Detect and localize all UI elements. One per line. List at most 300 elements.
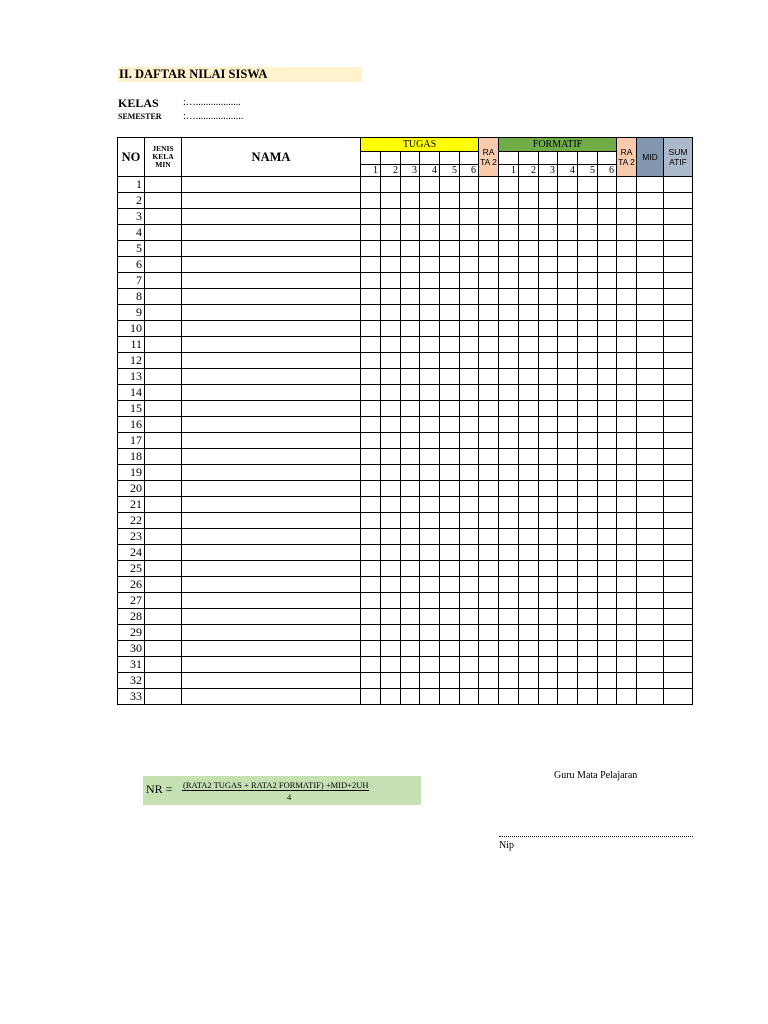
jenis-kelamin-cell[interactable] (145, 625, 182, 641)
formatif-cell[interactable] (539, 353, 558, 369)
tugas-cell[interactable] (420, 561, 440, 577)
formatif-cell[interactable] (539, 545, 558, 561)
tugas-cell[interactable] (460, 545, 479, 561)
mid-cell[interactable] (637, 321, 664, 337)
nama-cell[interactable] (182, 545, 361, 561)
rata-tugas-cell[interactable] (479, 529, 499, 545)
tugas-cell[interactable] (381, 273, 401, 289)
tugas-cell[interactable] (361, 593, 381, 609)
tugas-cell[interactable] (381, 481, 401, 497)
tugas-cell[interactable] (460, 689, 479, 705)
tugas-cell[interactable] (420, 289, 440, 305)
tugas-cell[interactable] (361, 369, 381, 385)
tugas-cell[interactable] (401, 193, 420, 209)
formatif-cell[interactable] (598, 609, 617, 625)
formatif-cell[interactable] (578, 353, 598, 369)
formatif-cell[interactable] (519, 305, 539, 321)
formatif-cell[interactable] (539, 417, 558, 433)
nama-cell[interactable] (182, 289, 361, 305)
tugas-cell[interactable] (361, 305, 381, 321)
tugas-cell[interactable] (420, 513, 440, 529)
rata-tugas-cell[interactable] (479, 657, 499, 673)
sumatif-cell[interactable] (664, 529, 693, 545)
formatif-cell[interactable] (519, 609, 539, 625)
formatif-cell[interactable] (578, 321, 598, 337)
formatif-cell[interactable] (578, 673, 598, 689)
tugas-cell[interactable] (440, 481, 460, 497)
nama-cell[interactable] (182, 689, 361, 705)
tugas-cell[interactable] (381, 305, 401, 321)
tugas-cell[interactable] (420, 353, 440, 369)
formatif-cell[interactable] (598, 385, 617, 401)
tugas-cell[interactable] (440, 577, 460, 593)
tugas-cell[interactable] (401, 673, 420, 689)
formatif-cell[interactable] (598, 577, 617, 593)
formatif-cell[interactable] (499, 289, 519, 305)
formatif-cell[interactable] (558, 545, 578, 561)
mid-cell[interactable] (637, 241, 664, 257)
tugas-cell[interactable] (420, 465, 440, 481)
tugas-cell[interactable] (460, 305, 479, 321)
tugas-cell[interactable] (401, 337, 420, 353)
formatif-cell[interactable] (558, 513, 578, 529)
mid-cell[interactable] (637, 305, 664, 321)
formatif-cell[interactable] (519, 529, 539, 545)
formatif-cell[interactable] (558, 529, 578, 545)
formatif-cell[interactable] (519, 337, 539, 353)
rata-tugas-cell[interactable] (479, 625, 499, 641)
tugas-cell[interactable] (361, 337, 381, 353)
formatif-cell[interactable] (519, 193, 539, 209)
rata-formatif-cell[interactable] (617, 497, 637, 513)
nama-cell[interactable] (182, 609, 361, 625)
tugas-cell[interactable] (420, 273, 440, 289)
formatif-cell[interactable] (598, 369, 617, 385)
formatif-cell[interactable] (539, 289, 558, 305)
sumatif-cell[interactable] (664, 449, 693, 465)
formatif-cell[interactable] (578, 529, 598, 545)
formatif-cell[interactable] (519, 321, 539, 337)
rata-formatif-cell[interactable] (617, 481, 637, 497)
formatif-cell[interactable] (558, 337, 578, 353)
tugas-cell[interactable] (381, 497, 401, 513)
sumatif-cell[interactable] (664, 577, 693, 593)
nama-cell[interactable] (182, 481, 361, 497)
rata-formatif-cell[interactable] (617, 305, 637, 321)
formatif-cell[interactable] (519, 433, 539, 449)
tugas-cell[interactable] (401, 321, 420, 337)
nama-cell[interactable] (182, 225, 361, 241)
formatif-cell[interactable] (598, 529, 617, 545)
formatif-cell[interactable] (499, 497, 519, 513)
tugas-cell[interactable] (460, 289, 479, 305)
sumatif-cell[interactable] (664, 353, 693, 369)
jenis-kelamin-cell[interactable] (145, 209, 182, 225)
formatif-cell[interactable] (598, 241, 617, 257)
formatif-cell[interactable] (558, 209, 578, 225)
tugas-cell[interactable] (420, 641, 440, 657)
formatif-cell[interactable] (539, 337, 558, 353)
formatif-cell[interactable] (539, 241, 558, 257)
jenis-kelamin-cell[interactable] (145, 401, 182, 417)
sumatif-cell[interactable] (664, 225, 693, 241)
formatif-cell[interactable] (558, 465, 578, 481)
formatif-cell[interactable] (578, 689, 598, 705)
formatif-cell[interactable] (519, 257, 539, 273)
mid-cell[interactable] (637, 417, 664, 433)
tugas-cell[interactable] (460, 193, 479, 209)
tugas-cell[interactable] (361, 321, 381, 337)
formatif-cell[interactable] (578, 225, 598, 241)
formatif-cell[interactable] (578, 625, 598, 641)
jenis-kelamin-cell[interactable] (145, 385, 182, 401)
tugas-cell[interactable] (440, 673, 460, 689)
tugas-cell[interactable] (381, 385, 401, 401)
jenis-kelamin-cell[interactable] (145, 193, 182, 209)
rata-formatif-cell[interactable] (617, 225, 637, 241)
mid-cell[interactable] (637, 193, 664, 209)
tugas-cell[interactable] (361, 433, 381, 449)
formatif-cell[interactable] (519, 657, 539, 673)
formatif-cell[interactable] (598, 689, 617, 705)
tugas-cell[interactable] (381, 657, 401, 673)
formatif-cell[interactable] (499, 241, 519, 257)
rata-tugas-cell[interactable] (479, 321, 499, 337)
formatif-cell[interactable] (519, 177, 539, 193)
tugas-cell[interactable] (440, 417, 460, 433)
tugas-cell[interactable] (361, 209, 381, 225)
sumatif-cell[interactable] (664, 321, 693, 337)
rata-formatif-cell[interactable] (617, 241, 637, 257)
jenis-kelamin-cell[interactable] (145, 273, 182, 289)
formatif-cell[interactable] (519, 417, 539, 433)
formatif-cell[interactable] (499, 273, 519, 289)
rata-formatif-cell[interactable] (617, 577, 637, 593)
formatif-cell[interactable] (558, 273, 578, 289)
rata-formatif-cell[interactable] (617, 529, 637, 545)
formatif-cell[interactable] (558, 609, 578, 625)
tugas-cell[interactable] (420, 673, 440, 689)
tugas-cell[interactable] (401, 593, 420, 609)
formatif-cell[interactable] (519, 289, 539, 305)
tugas-cell[interactable] (361, 577, 381, 593)
tugas-cell[interactable] (381, 689, 401, 705)
jenis-kelamin-cell[interactable] (145, 689, 182, 705)
tugas-cell[interactable] (420, 449, 440, 465)
tugas-cell[interactable] (361, 289, 381, 305)
tugas-cell[interactable] (361, 609, 381, 625)
mid-cell[interactable] (637, 577, 664, 593)
formatif-cell[interactable] (519, 401, 539, 417)
tugas-cell[interactable] (420, 369, 440, 385)
tugas-cell[interactable] (460, 577, 479, 593)
mid-cell[interactable] (637, 177, 664, 193)
tugas-cell[interactable] (440, 657, 460, 673)
rata-formatif-cell[interactable] (617, 273, 637, 289)
formatif-cell[interactable] (499, 449, 519, 465)
rata-tugas-cell[interactable] (479, 433, 499, 449)
tugas-cell[interactable] (401, 385, 420, 401)
formatif-cell[interactable] (539, 481, 558, 497)
formatif-cell[interactable] (598, 193, 617, 209)
sumatif-cell[interactable] (664, 625, 693, 641)
rata-tugas-cell[interactable] (479, 673, 499, 689)
tugas-cell[interactable] (381, 609, 401, 625)
jenis-kelamin-cell[interactable] (145, 225, 182, 241)
formatif-cell[interactable] (499, 657, 519, 673)
formatif-cell[interactable] (539, 321, 558, 337)
tugas-cell[interactable] (401, 241, 420, 257)
mid-cell[interactable] (637, 257, 664, 273)
rata-formatif-cell[interactable] (617, 257, 637, 273)
formatif-cell[interactable] (578, 449, 598, 465)
rata-formatif-cell[interactable] (617, 465, 637, 481)
sumatif-cell[interactable] (664, 193, 693, 209)
mid-cell[interactable] (637, 673, 664, 689)
tugas-cell[interactable] (420, 305, 440, 321)
formatif-cell[interactable] (598, 273, 617, 289)
jenis-kelamin-cell[interactable] (145, 289, 182, 305)
tugas-cell[interactable] (401, 449, 420, 465)
tugas-cell[interactable] (381, 289, 401, 305)
rata-formatif-cell[interactable] (617, 449, 637, 465)
formatif-cell[interactable] (539, 657, 558, 673)
jenis-kelamin-cell[interactable] (145, 449, 182, 465)
tugas-cell[interactable] (420, 209, 440, 225)
tugas-cell[interactable] (440, 337, 460, 353)
tugas-cell[interactable] (460, 657, 479, 673)
tugas-cell[interactable] (381, 241, 401, 257)
tugas-cell[interactable] (460, 225, 479, 241)
nama-cell[interactable] (182, 657, 361, 673)
formatif-cell[interactable] (578, 481, 598, 497)
rata-tugas-cell[interactable] (479, 385, 499, 401)
tugas-cell[interactable] (361, 353, 381, 369)
formatif-cell[interactable] (558, 449, 578, 465)
rata-tugas-cell[interactable] (479, 561, 499, 577)
rata-formatif-cell[interactable] (617, 657, 637, 673)
formatif-cell[interactable] (499, 625, 519, 641)
formatif-cell[interactable] (578, 657, 598, 673)
formatif-cell[interactable] (598, 417, 617, 433)
tugas-cell[interactable] (440, 177, 460, 193)
formatif-cell[interactable] (558, 641, 578, 657)
rata-formatif-cell[interactable] (617, 353, 637, 369)
tugas-cell[interactable] (460, 449, 479, 465)
formatif-cell[interactable] (519, 449, 539, 465)
tugas-cell[interactable] (440, 385, 460, 401)
sumatif-cell[interactable] (664, 177, 693, 193)
formatif-cell[interactable] (558, 561, 578, 577)
formatif-cell[interactable] (558, 689, 578, 705)
rata-tugas-cell[interactable] (479, 689, 499, 705)
formatif-cell[interactable] (499, 225, 519, 241)
formatif-cell[interactable] (519, 481, 539, 497)
rata-formatif-cell[interactable] (617, 369, 637, 385)
tugas-cell[interactable] (460, 209, 479, 225)
jenis-kelamin-cell[interactable] (145, 577, 182, 593)
formatif-cell[interactable] (539, 529, 558, 545)
tugas-cell[interactable] (381, 529, 401, 545)
tugas-cell[interactable] (401, 657, 420, 673)
tugas-cell[interactable] (460, 385, 479, 401)
formatif-cell[interactable] (539, 641, 558, 657)
tugas-cell[interactable] (440, 225, 460, 241)
jenis-kelamin-cell[interactable] (145, 369, 182, 385)
rata-tugas-cell[interactable] (479, 465, 499, 481)
nama-cell[interactable] (182, 529, 361, 545)
tugas-cell[interactable] (401, 209, 420, 225)
tugas-cell[interactable] (401, 177, 420, 193)
formatif-cell[interactable] (598, 433, 617, 449)
rata-formatif-cell[interactable] (617, 193, 637, 209)
tugas-cell[interactable] (420, 593, 440, 609)
mid-cell[interactable] (637, 609, 664, 625)
sumatif-cell[interactable] (664, 593, 693, 609)
formatif-cell[interactable] (519, 385, 539, 401)
tugas-cell[interactable] (440, 529, 460, 545)
formatif-cell[interactable] (598, 545, 617, 561)
jenis-kelamin-cell[interactable] (145, 529, 182, 545)
tugas-cell[interactable] (460, 417, 479, 433)
rata-formatif-cell[interactable] (617, 641, 637, 657)
tugas-cell[interactable] (460, 401, 479, 417)
formatif-cell[interactable] (578, 497, 598, 513)
formatif-cell[interactable] (578, 433, 598, 449)
jenis-kelamin-cell[interactable] (145, 433, 182, 449)
tugas-cell[interactable] (361, 513, 381, 529)
tugas-cell[interactable] (401, 641, 420, 657)
mid-cell[interactable] (637, 545, 664, 561)
tugas-cell[interactable] (440, 369, 460, 385)
formatif-cell[interactable] (598, 593, 617, 609)
tugas-cell[interactable] (460, 321, 479, 337)
sumatif-cell[interactable] (664, 545, 693, 561)
tugas-cell[interactable] (440, 497, 460, 513)
rata-tugas-cell[interactable] (479, 401, 499, 417)
rata-tugas-cell[interactable] (479, 305, 499, 321)
tugas-cell[interactable] (460, 433, 479, 449)
jenis-kelamin-cell[interactable] (145, 465, 182, 481)
tugas-cell[interactable] (420, 529, 440, 545)
jenis-kelamin-cell[interactable] (145, 497, 182, 513)
mid-cell[interactable] (637, 369, 664, 385)
formatif-cell[interactable] (539, 369, 558, 385)
mid-cell[interactable] (637, 561, 664, 577)
rata-formatif-cell[interactable] (617, 401, 637, 417)
tugas-cell[interactable] (460, 593, 479, 609)
formatif-cell[interactable] (499, 641, 519, 657)
formatif-cell[interactable] (558, 369, 578, 385)
formatif-cell[interactable] (558, 657, 578, 673)
tugas-cell[interactable] (420, 321, 440, 337)
formatif-cell[interactable] (598, 673, 617, 689)
tugas-cell[interactable] (401, 401, 420, 417)
tugas-cell[interactable] (460, 273, 479, 289)
tugas-cell[interactable] (440, 545, 460, 561)
rata-formatif-cell[interactable] (617, 321, 637, 337)
formatif-cell[interactable] (598, 513, 617, 529)
formatif-cell[interactable] (519, 465, 539, 481)
rata-tugas-cell[interactable] (479, 481, 499, 497)
tugas-cell[interactable] (381, 337, 401, 353)
tugas-cell[interactable] (401, 433, 420, 449)
formatif-cell[interactable] (539, 433, 558, 449)
formatif-cell[interactable] (519, 209, 539, 225)
formatif-cell[interactable] (598, 449, 617, 465)
tugas-cell[interactable] (381, 673, 401, 689)
nama-cell[interactable] (182, 417, 361, 433)
formatif-cell[interactable] (539, 625, 558, 641)
tugas-cell[interactable] (381, 545, 401, 561)
tugas-cell[interactable] (420, 401, 440, 417)
sumatif-cell[interactable] (664, 433, 693, 449)
tugas-cell[interactable] (460, 561, 479, 577)
formatif-cell[interactable] (598, 401, 617, 417)
tugas-cell[interactable] (460, 241, 479, 257)
rata-tugas-cell[interactable] (479, 209, 499, 225)
formatif-cell[interactable] (539, 385, 558, 401)
tugas-cell[interactable] (381, 193, 401, 209)
formatif-cell[interactable] (598, 257, 617, 273)
tugas-cell[interactable] (460, 481, 479, 497)
tugas-cell[interactable] (440, 273, 460, 289)
rata-tugas-cell[interactable] (479, 369, 499, 385)
tugas-cell[interactable] (401, 273, 420, 289)
formatif-cell[interactable] (519, 513, 539, 529)
sumatif-cell[interactable] (664, 465, 693, 481)
mid-cell[interactable] (637, 513, 664, 529)
tugas-cell[interactable] (401, 369, 420, 385)
formatif-cell[interactable] (499, 209, 519, 225)
tugas-cell[interactable] (420, 337, 440, 353)
nama-cell[interactable] (182, 273, 361, 289)
tugas-cell[interactable] (361, 257, 381, 273)
tugas-cell[interactable] (420, 625, 440, 641)
rata-formatif-cell[interactable] (617, 561, 637, 577)
formatif-cell[interactable] (578, 593, 598, 609)
tugas-cell[interactable] (460, 609, 479, 625)
jenis-kelamin-cell[interactable] (145, 177, 182, 193)
formatif-cell[interactable] (558, 257, 578, 273)
rata-tugas-cell[interactable] (479, 337, 499, 353)
tugas-cell[interactable] (401, 257, 420, 273)
formatif-cell[interactable] (578, 641, 598, 657)
formatif-cell[interactable] (578, 545, 598, 561)
rata-tugas-cell[interactable] (479, 193, 499, 209)
mid-cell[interactable] (637, 209, 664, 225)
tugas-cell[interactable] (440, 209, 460, 225)
tugas-cell[interactable] (381, 369, 401, 385)
formatif-cell[interactable] (499, 689, 519, 705)
tugas-cell[interactable] (361, 529, 381, 545)
rata-tugas-cell[interactable] (479, 273, 499, 289)
formatif-cell[interactable] (539, 673, 558, 689)
tugas-cell[interactable] (361, 417, 381, 433)
tugas-cell[interactable] (440, 449, 460, 465)
formatif-cell[interactable] (519, 353, 539, 369)
formatif-cell[interactable] (499, 177, 519, 193)
sumatif-cell[interactable] (664, 417, 693, 433)
tugas-cell[interactable] (420, 577, 440, 593)
nama-cell[interactable] (182, 641, 361, 657)
jenis-kelamin-cell[interactable] (145, 321, 182, 337)
formatif-cell[interactable] (558, 241, 578, 257)
tugas-cell[interactable] (381, 641, 401, 657)
mid-cell[interactable] (637, 625, 664, 641)
tugas-cell[interactable] (401, 465, 420, 481)
formatif-cell[interactable] (598, 561, 617, 577)
